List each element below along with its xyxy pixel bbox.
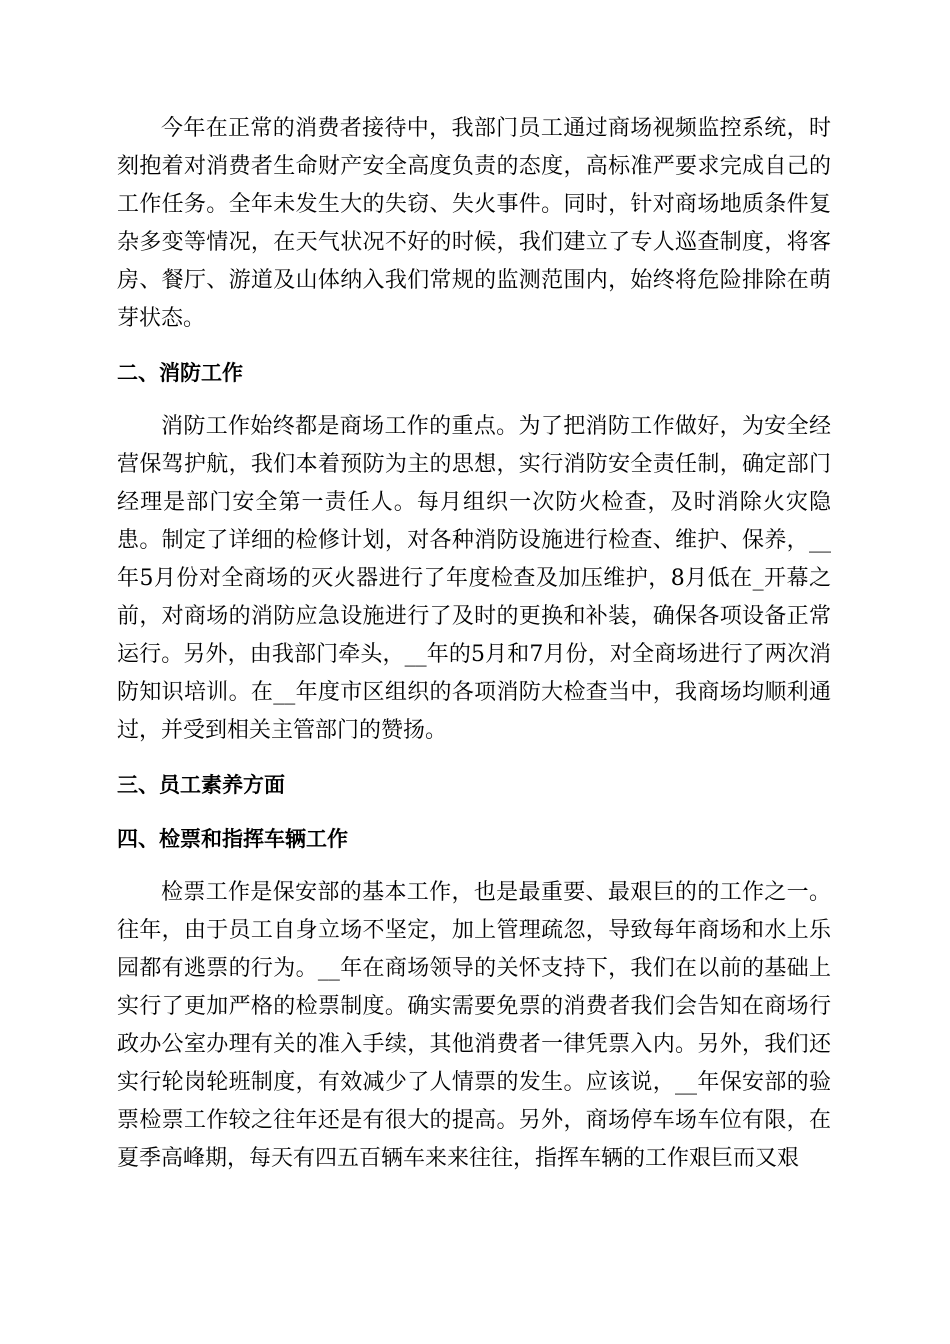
document-body xyxy=(117,110,831,1178)
paragraph-surveillance: 今年在正常的消费者接待中，我部门员工通过商场视频监控系统，时刻抱着对消费者生命财产安全高度负责的态度，高标准严要求完成自己的工作任务。全年未发生大的失窃、失火事件。同时，针对商场地质条件复杂多变等情况，在天气状况不好的时候，我们建立了专人巡查制度，将客房、餐厅、游道及山体纳入我们常规的监测范围内，始终将危险排除在萌芽状态。 xyxy=(117,116,831,331)
heading-fire-safety: 二、消防工作 xyxy=(117,361,243,385)
paragraph-fire-safety: 消防工作始终都是商场工作的重点。为了把消防工作做好，为安全经营保驾护航，我们本着预防为主的思想，实行消防安全责任制，确定部门经理是部门安全第一责任人。每月组织一次防火检查，及时消除火灾隐患。制定了详细的检修计划，对各种消防设施进行检查、维护、保养，__年5月份对全商场的灭火器进行了年度检查及加压维护，8月低在_开幕之前，对商场的消防应急设施进行了及时的更换和补装，确保各项设备正常运行。另外，由我部门牵头，__年的5月和7月份，对全商场进行了两次消防知识培训。在__年度市区组织的各项消防大检查当中，我商场均顺利通过，并受到相关主管部门的赞扬。 xyxy=(117,414,831,743)
heading-ticket-vehicle: 四、检票和指挥车辆工作 xyxy=(117,827,348,851)
paragraph-ticket-vehicle: 检票工作是保安部的基本工作，也是最重要、最艰巨的的工作之一。往年，由于员工自身立场不坚定，加上管理疏忽，导致每年商场和水上乐园都有逃票的行为。__年在商场领导的关怀支持下，我们在以前的基础上实行了更加严格的检票制度。确实需要免票的消费者我们会告知在商场行政办公室办理有关的准入手续，其他消费者一律凭票入内。另外，我们还实行轮岗轮班制度，有效减少了人情票的发生。应该说，__年保安部的验票检票工作较之往年还是有很大的提高。另外，商场停车场车位有限，在夏季高峰期，每天有四五百辆车来来往往，指挥车辆的工作艰巨而又艰 xyxy=(117,880,831,1171)
heading-staff-quality: 三、员工素养方面 xyxy=(117,773,285,797)
